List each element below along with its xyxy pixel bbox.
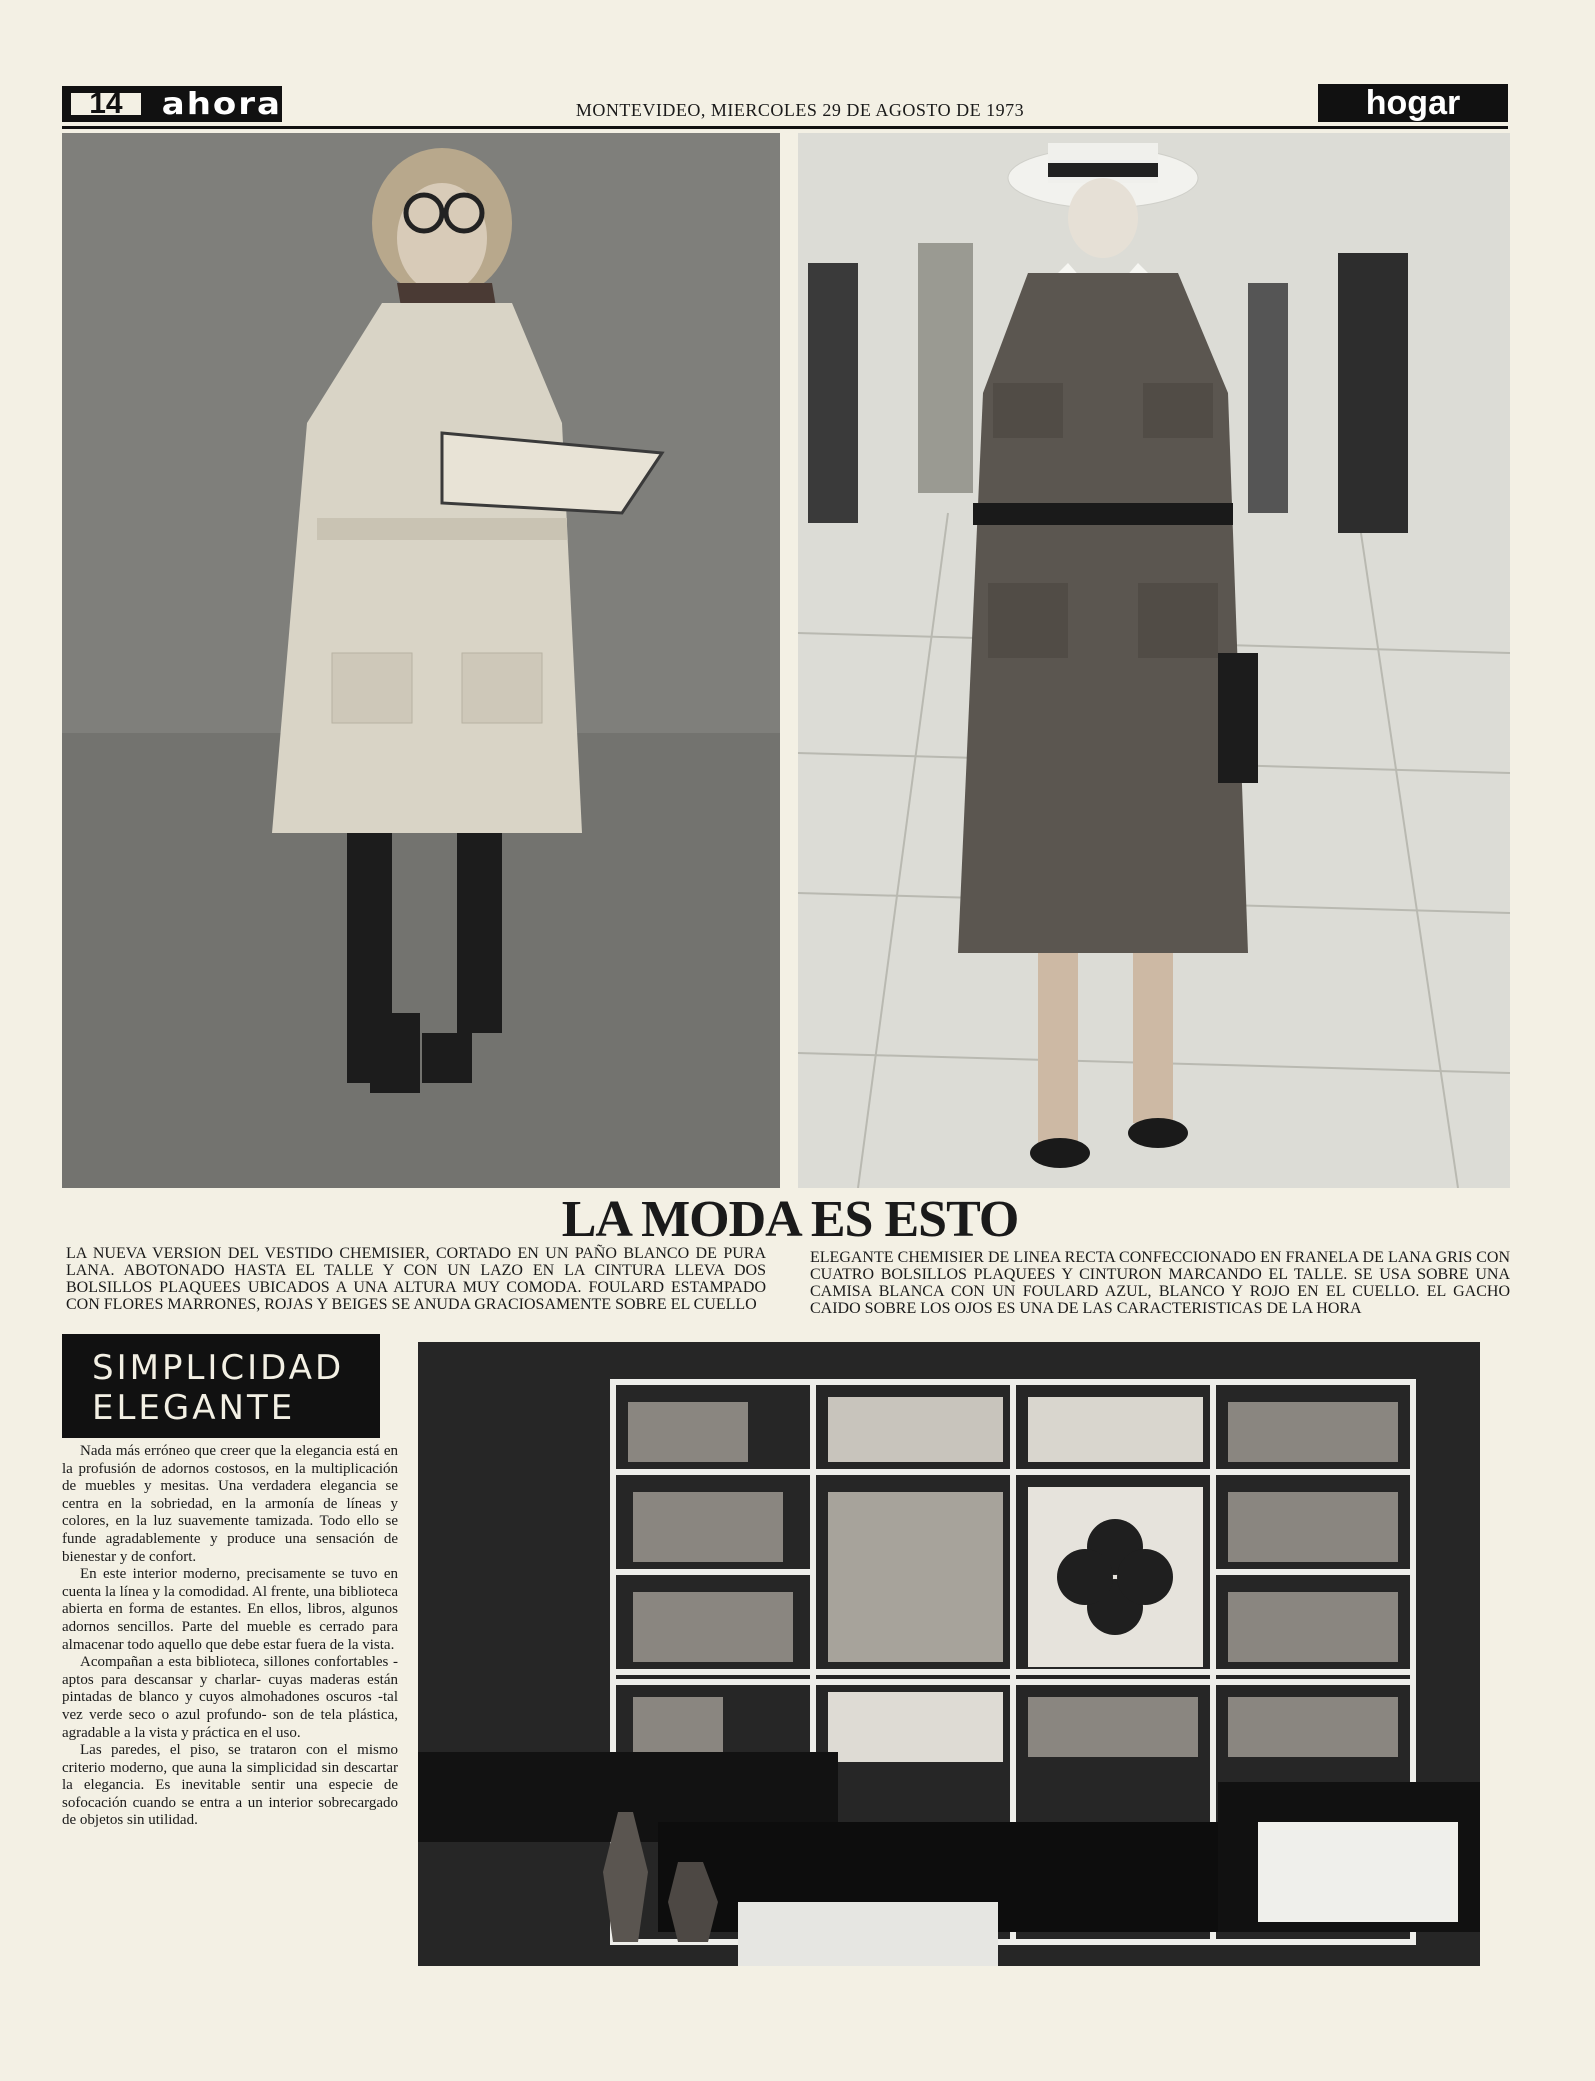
article-paragraph: Las paredes, el piso, se trataron con el mismo criterio moderno, que auna la simplicidad sin descartar la elegancia. Es inevitable sentir una especie de sofocación cuando se entra a un interior sobrecargado de objetos sin utilidad. [62,1742,398,1829]
section-label: hogar [1318,84,1508,122]
masthead-box [62,86,282,122]
article-paragraph: Acompañan a esta biblioteca, sillones confortables -aptos para descansar y charlar- cuyas maderas están pintadas de blanco y cuyos almohadones oscuros -tal vez verde seco o azul profundo- son de tela plástica, agradable a la vista y práctica en el uso. [62,1654,398,1741]
dateline: MONTEVIDEO, MIERCOLES 29 DE AGOSTO DE 1973 [575,100,1025,120]
article-body [62,1443,398,1830]
article-paragraph: En este interior moderno, precisamente se tuvo en cuenta la línea y la comodidad. Al frente, una biblioteca abierta en forma de estantes. En ellos, libros, algunos adornos sencillos. Parte del mueble es cerrado para almacenar todo aquello que debe estar fuera de la vista. [62,1566,398,1653]
article-kicker [62,1334,380,1438]
article-paragraph: Nada más erróneo que creer que la elegancia está en la profusión de adornos costosos, en la multiplicación de muebles y mesitas. Una verdadera elegancia se centra en la sobriedad, en la armonía de líneas y colores, en la luz suavemente tamizada. Todo ello se funde agradablemente y produce una sensación de bienestar y de confort. [62,1443,398,1565]
kicker-line-2: ELEGANTE [92,1388,296,1428]
photo-caption-left: LA NUEVA VERSION DEL VESTIDO CHEMISIER, CORTADO EN UN PAÑO BLANCO DE PURA LANA. ABOTONADO HASTA EL TALLE Y CON UN LAZO EN LA CINTURA LLEVA DOS BOLSILLOS PLAQUEES UBICADOS A UNA ALTURA MUY COMODA. FOULARD ESTAMPADO CON FLORES MARRONES, ROJAS Y BEIGES SE ANUDA GRACIOSAMENTE SOBRE EL CUELLO [66,1245,766,1313]
fashion-photo-white-chemisier [62,133,780,1188]
header-rule [62,126,1508,129]
feature-headline: LA MODA ES ESTO [561,1191,1019,1248]
photo-caption-right: ELEGANTE CHEMISIER DE LINEA RECTA CONFECCIONADO EN FRANELA DE LANA GRIS CON CUATRO BOLSILLOS PLAQUEES Y CINTURON MARCANDO EL TALLE. SE USA SOBRE UNA CAMISA BLANCA CON UN FOULARD AZUL, BLANCO Y ROJO EN EL CUELLO. EL GACHO CAIDO SOBRE LOS OJOS ES UNA DE LAS CARACTERISTICAS DE LA HORA [810,1249,1510,1317]
newspaper-brand: ahora [161,86,282,122]
interior-photo-bookshelf [418,1342,1480,1966]
fashion-photo-grey-chemisier [798,133,1510,1188]
kicker-line-1: SIMPLICIDAD [92,1348,345,1388]
page-number: 14 [68,90,144,118]
